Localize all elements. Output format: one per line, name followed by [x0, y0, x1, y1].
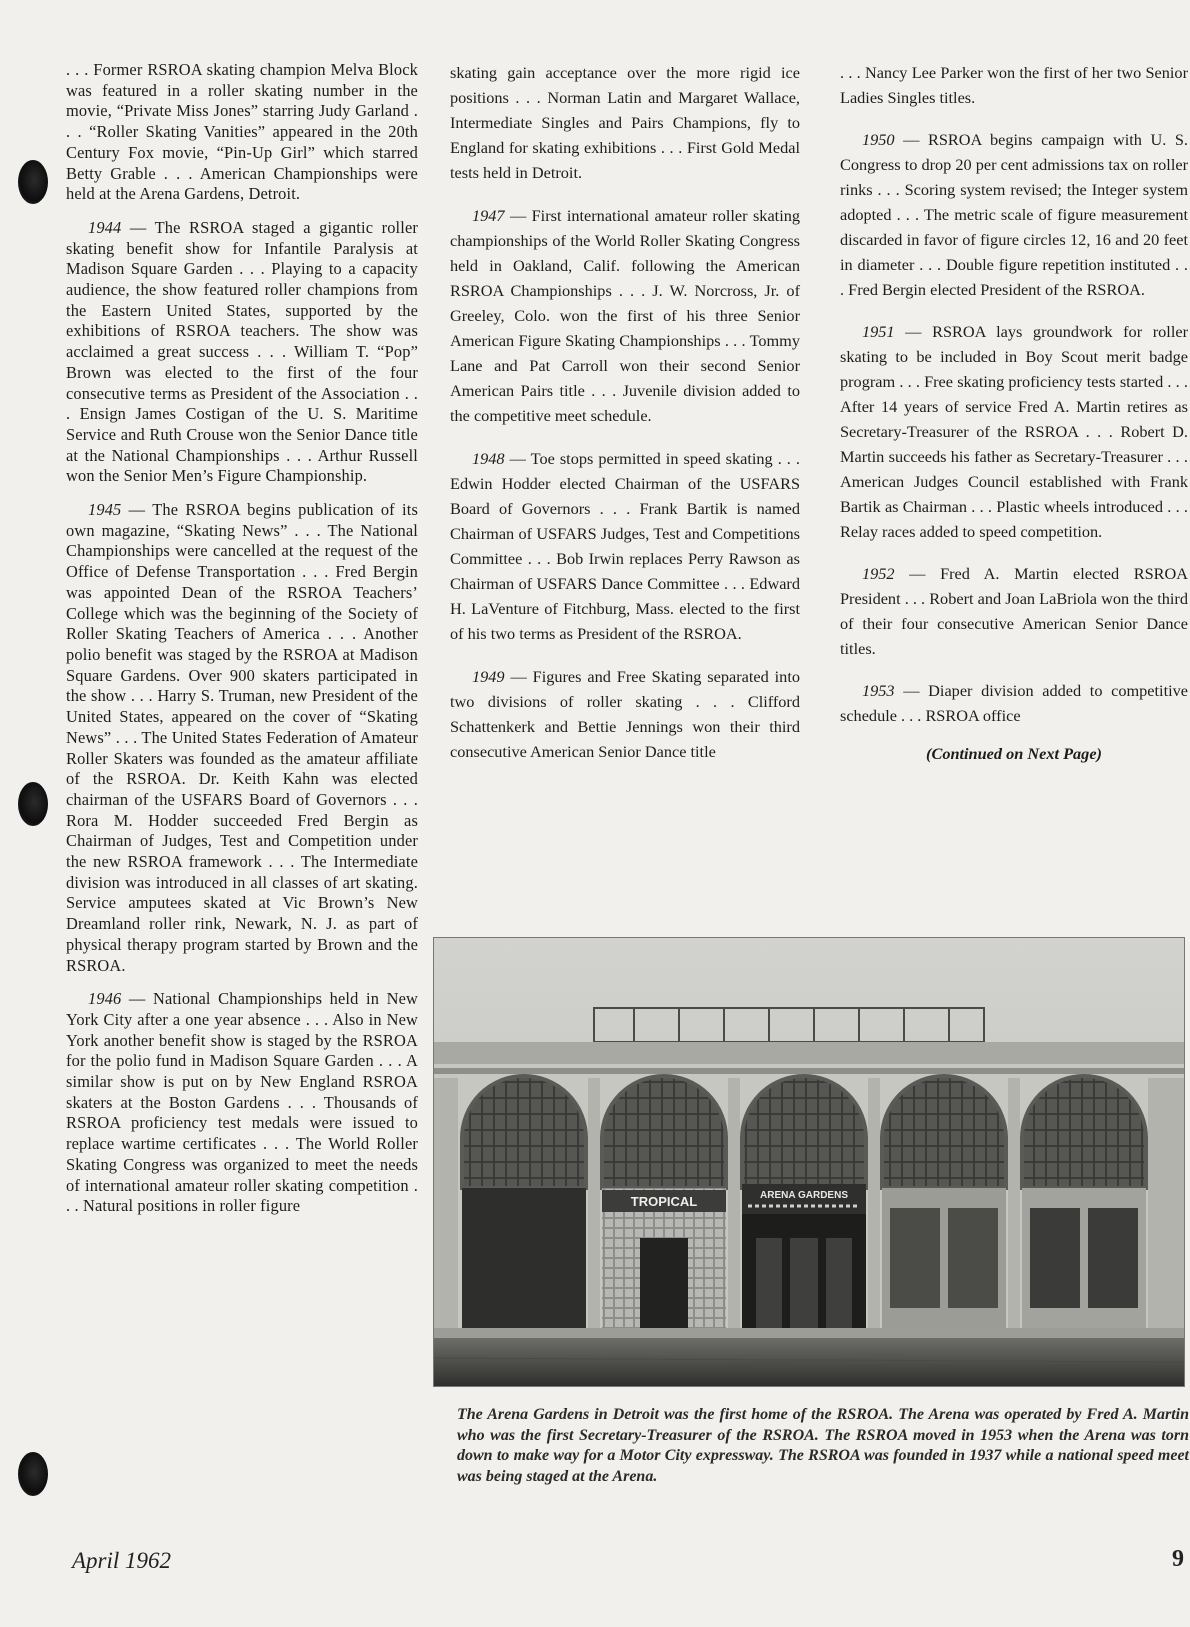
paragraph-1950: 1950 — RSROA begins campaign with U. S. Congress to drop 20 per cent admissions tax on roller rinks . . . Scoring system revised; the Integer system adopted . . . The metric scale of figure measurement discarded in favor of figure circles 12, 16 and 20 feet in diameter . . . Double figure repetition instituted . . . Fred Bergin elected President of the RSROA. [840, 130, 1188, 299]
year-label: 1951 [862, 322, 895, 341]
year-label: 1946 [88, 989, 122, 1009]
sign-tropical: TROPICAL [630, 1194, 698, 1209]
continued-note: (Continued on Next Page) [926, 744, 1102, 763]
paragraph-1952: 1952 — Fred A. Martin elected RSROA President . . . Robert and Joan LaBriola won the third of their four consecutive American Senior Dance titles. [840, 564, 1188, 658]
paragraph-1944: 1944 — The RSROA staged a gigantic roller skating benefit show for Infantile Paralysis at Madison Square Garden . . . Playing to a capacity audience, the show featured roller champions from the Eastern United States, supported by the exhibitions of RSROA teachers. The show was acclaimed a great success . . . William T. “Pop” Brown was elected to the first of the four consecutive terms as President of the Association . . . Ensign James Costigan of the U. S. Maritime Service and Ruth Crouse won the Senior Dance title at the National Championships . . . Arthur Russell won the Senior Men’s Figure Championship. [66, 217, 418, 486]
year-label: 1947 [472, 206, 505, 225]
paragraph-1953: 1953 — Diaper division added to competitive schedule . . . RSROA office [840, 681, 1188, 725]
arched-windows [462, 1076, 1146, 1188]
text-column-2 [450, 60, 800, 782]
photo-caption: The Arena Gardens in Detroit was the first home of the RSROA. The Arena was operated by Fred A. Martin who was the first Secretary-Treasurer of the RSROA. The RSROA moved in 1953 when the Arena was torn down to make way for a Motor City expressway. The RSROA was founded in 1937 while a national speed meet was being staged at the Arena. [457, 1406, 1189, 1485]
year-label: 1944 [88, 217, 122, 237]
paragraph-1947: 1947 — First international amateur roller skating championships of the World Roller Skating Congress held in Oakland, Calif. following the American RSROA Championships . . . J. W. Norcross, Jr. of Greeley, Colo. won the first of his three Senior American Figure Skating Championships . . . Tommy Lane and Pat Carroll won their second Senior American Pairs title . . . Juvenile division added to the competitive meet schedule. [450, 206, 800, 425]
storefronts [462, 1184, 1146, 1328]
binder-hole-middle [18, 782, 48, 826]
text-column-3 [840, 60, 1188, 783]
paragraph: skating gain acceptance over the more rigid ice positions . . . Norman Latin and Margaret Wallace, Intermediate Singles and Pairs Champions, fly to England for skating exhibitions . . . First Gold Medal tests held in Detroit. [450, 63, 800, 182]
issue-date: April 1962 [72, 1548, 172, 1573]
year-label: 1953 [862, 681, 895, 700]
page-number: 9 [1172, 1546, 1184, 1572]
paragraph: . . . Former RSROA skating champion Melva Block was featured in a roller skating number in the movie, “Private Miss Jones” starring Judy Garland . . . “Roller Skating Vanities” appeared in the 20th Century Fox movie, “Pin-Up Girl” which starred Betty Grable . . . American Championships were held at the Arena Gardens, Detroit. [66, 60, 418, 204]
paragraph-1946: 1946 — National Championships held in New York City after a one year absence . . . Also in New York another benefit show is staged by the RSROA for the polio fund in Madison Square Garden . . . A similar show is put on by New England RSROA skaters at the Boston Gardens . . . Thousands of RSROA proficiency test medals were issued to replace wartime certificates . . . The World Roller Skating Congress was organized to meet the needs of international amateur roller skating competition . . . Natural positions in roller figure [66, 989, 418, 1216]
paragraph-1948: 1948 — Toe stops permitted in speed skating . . . Edwin Hodder elected Chairman of the USFARS Board of Governors . . . Frank Bartik is named Chairman of USFARS Judges, Test and Competitions Committee . . . Bob Irwin replaces Perry Rawson as Chairman of USFARS Dance Committee . . . Edward H. LaVenture of Fitchburg, Mass. elected to the first of his two terms as President of the RSROA. [450, 449, 800, 643]
year-label: 1952 [862, 564, 895, 583]
binder-hole-top [18, 160, 48, 204]
year-label: 1948 [472, 449, 505, 468]
building-illustration [434, 938, 1184, 1386]
sign-arena-gardens: ARENA GARDENS [760, 1190, 848, 1201]
year-label: 1945 [88, 500, 122, 520]
year-label: 1950 [862, 130, 895, 149]
arena-gardens-photo [433, 937, 1185, 1387]
paragraph-1951: 1951 — RSROA lays groundwork for roller skating to be included in Boy Scout merit badge program . . . Free skating proficiency tests started . . . After 14 years of service Fred A. Martin retires as Secretary-Treasurer of the RSROA . . . Robert D. Martin succeeds his father as Secretary-Treasurer . . . American Judges Council established with Frank Bartik as Chairman . . . Plastic wheels introduced . . . Relay races added to speed competition. [840, 322, 1188, 541]
paragraph: . . . Nancy Lee Parker won the first of her two Senior Ladies Singles titles. [840, 63, 1188, 107]
paragraph-1945: 1945 — The RSROA begins publication of its own magazine, “Skating News” . . . The National Championships were cancelled at the request of the Office of Defense Transportation . . . Fred Bergin was appointed Dean of the RSROA Teachers’ College which was the beginning of the Society of Roller Skating Teachers of America . . . Another polio benefit was staged by the RSROA at Madison Square Gardens. Over 900 skaters participated in the show . . . Harry S. Truman, new President of the United States, appeared on the cover of “Skating News” . . . The United States Federation of Amateur Roller Skaters was founded as the amateur affiliate of the RSROA. Dr. Keith Kahn was elected chairman of the USFARS Board of Governors . . . Rora M. Hodder succeeded Fred Bergin as Chairman of Judges, Test and Competition under the new RSROA framework . . . The Intermediate division was introduced in all classes of art skating. Service amputees skated at Vic Brown’s New Dreamland roller rink, Newark, N. J. as part of physical therapy program started by Brown and the RSROA. [66, 500, 418, 975]
text-column-1 [66, 60, 418, 1230]
paragraph-1949: 1949 — Figures and Free Skating separated into two divisions of roller skating . . . Clifford Schattenkerk and Bettie Jennings won their third consecutive American Senior Dance title [450, 667, 800, 761]
year-label: 1949 [472, 667, 505, 686]
binder-hole-bottom [18, 1452, 48, 1496]
